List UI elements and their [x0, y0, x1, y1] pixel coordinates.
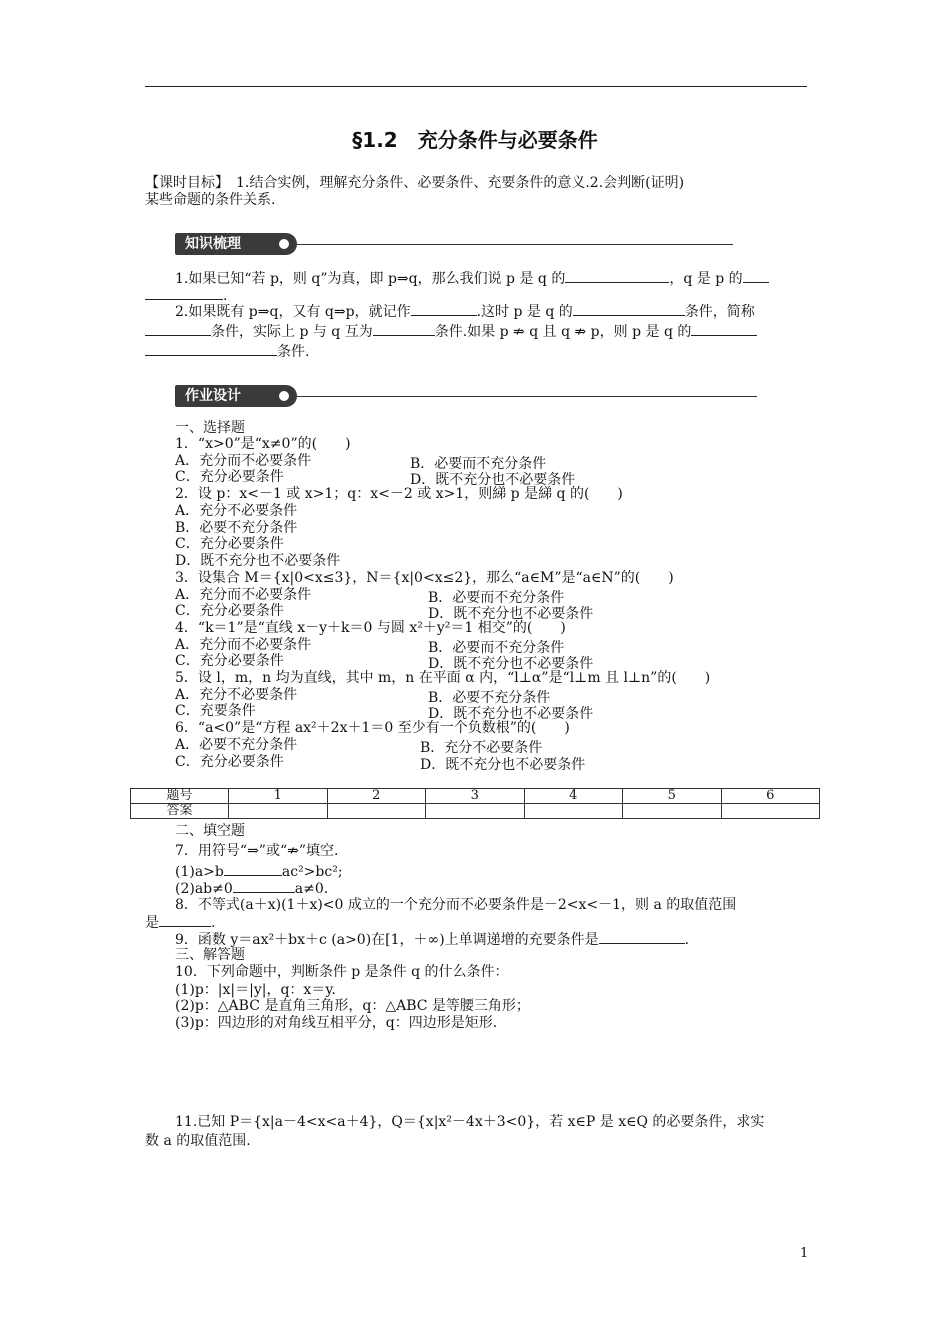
q5-option-a: A．充分不必要条件 [175, 687, 298, 703]
section-rule [297, 396, 757, 397]
table-header-cell: 1 [229, 789, 328, 804]
q7-sub-1: (1)a>b ac²>bc²; [175, 864, 343, 880]
q8-line-1: 8．不等式(a＋x)(1＋x)<0 成立的一个充分而不必要条件是－2<x<－1，则 a 的取值范围 [175, 897, 737, 913]
q9-line: 9．函数 y＝ax²＋bx＋c (a>0)在[1，＋∞)上单调递增的充要条件是 . [175, 932, 690, 948]
part-fill-heading: 二、填空题 [175, 823, 245, 839]
fill-blank [159, 914, 211, 927]
q1-option-a: A．充分而不必要条件 [175, 453, 312, 469]
answer-cell[interactable] [229, 804, 328, 819]
q6-stem: 6．“a<0”是“方程 ax²＋2x＋1＝0 至少有一个负数根”的( ) [175, 720, 570, 736]
page-title: §1.2 充分条件与必要条件 [352, 128, 598, 152]
q1-option-d: D．既不充分也不必要条件 [410, 472, 576, 488]
q6-option-c: C．充分必要条件 [175, 754, 284, 770]
q3-stem: 3．设集合 M＝{x|0<x≤3}，N＝{x|0<x≤2}，那么“a∈M”是“a∈N”的( ) [175, 570, 674, 586]
q5-option-d: D．既不充分也不必要条件 [428, 706, 594, 722]
answer-table-header-row [131, 789, 820, 804]
q10-sub-3: (3)p：四边形的对角线互相平分，q：四边形是矩形. [175, 1015, 498, 1031]
q11-line-1: 11.已知 P＝{x|a－4<x<a＋4}，Q＝{x|x²－4x＋3<0}，若 x∈P 是 x∈Q 的必要条件，求实 [175, 1114, 765, 1130]
fill-blank [599, 931, 685, 944]
fill-blank [743, 270, 769, 283]
header-rule [145, 86, 807, 87]
part-choice-heading: 一、选择题 [175, 420, 245, 436]
q4-option-a: A．充分而不必要条件 [175, 637, 312, 653]
page-number: 1 [800, 1246, 809, 1261]
table-header-cell: 6 [721, 789, 820, 804]
answer-cell[interactable] [426, 804, 525, 819]
q10-sub-2: (2)p：△ABC 是直角三角形，q：△ABC 是等腰三角形； [175, 998, 530, 1014]
q2-option-c: C．充分必要条件 [175, 536, 284, 552]
section-rule [297, 244, 733, 245]
fill-blank [145, 287, 223, 300]
q6-option-d: D．既不充分也不必要条件 [420, 757, 586, 773]
q4-option-b: B．必要而不充分条件 [428, 640, 565, 656]
bullet-dot-icon [279, 391, 289, 401]
fill-blank [373, 323, 435, 336]
fill-blank [145, 343, 277, 356]
goal-line-2: 某些命题的条件关系. [145, 192, 276, 208]
q3-option-b: B．必要而不充分条件 [428, 590, 565, 606]
answer-cell[interactable] [623, 804, 722, 819]
section-label: 作业设计 [175, 385, 297, 407]
q11-line-2: 数 a 的取值范围. [145, 1133, 251, 1149]
q5-option-c: C．充要条件 [175, 703, 256, 719]
fill-blank [565, 270, 669, 283]
q4-option-c: C．充分必要条件 [175, 653, 284, 669]
q10-sub-1: (1)p：|x|＝|y|，q：x＝y. [175, 982, 336, 998]
table-header-cell: 5 [623, 789, 722, 804]
q2-option-a: A．充分不必要条件 [175, 503, 298, 519]
q7-sub-2: (2)ab≠0 a≠0. [175, 881, 329, 897]
table-answer-label: 答案 [131, 804, 229, 819]
q3-option-c: C．充分必要条件 [175, 603, 284, 619]
answer-cell[interactable] [327, 804, 426, 819]
q5-option-b: B．必要不充分条件 [428, 690, 551, 706]
q3-option-a: A．充分而不必要条件 [175, 587, 312, 603]
part-answer-heading: 三、解答题 [175, 947, 245, 963]
q4-option-d: D．既不充分也不必要条件 [428, 656, 594, 672]
bullet-dot-icon [279, 239, 289, 249]
knowledge-item-1-cont: . [145, 287, 810, 305]
q7-stem: 7．用符号“⇒”或“⇏”填空. [175, 843, 339, 859]
q3-option-d: D．既不充分也不必要条件 [428, 606, 594, 622]
q1-stem: 1．“x>0”是“x≠0”的( ) [175, 436, 351, 452]
table-header-cell: 2 [327, 789, 426, 804]
q2-option-d: D．既不充分也不必要条件 [175, 553, 341, 569]
goal-line-1: 【课时目标】 1.结合实例，理解充分条件、必要条件、充要条件的意义.2.会判断(证明) [145, 175, 685, 191]
fill-blank [224, 863, 282, 876]
fill-blank [411, 303, 477, 316]
table-header-cell: 4 [524, 789, 623, 804]
q6-option-a: A．必要不充分条件 [175, 737, 298, 753]
knowledge-item-2-end: 条件. [145, 343, 810, 361]
q5-stem: 5．设 l，m，n 均为直线，其中 m，n 在平面 α 内，“l⊥α”是“l⊥m 且 l⊥n”的( ) [175, 670, 711, 686]
knowledge-item-1: 1.如果已知“若 p，则 q”为真，即 p⇒q，那么我们说 p 是 q 的 ，q 是 p 的 [145, 270, 840, 288]
fill-blank [233, 880, 295, 893]
q2-stem: 2．设 p：x<－1 或 x>1；q：x<－2 或 x>1，则綈 p 是綈 q 的( ) [175, 486, 623, 502]
table-header-label: 题号 [131, 789, 229, 804]
answer-cell[interactable] [721, 804, 820, 819]
q2-option-b: B．必要不充分条件 [175, 520, 298, 536]
answer-table [130, 788, 820, 819]
fill-blank [145, 323, 211, 336]
q8-line-2: 是 . [145, 915, 216, 931]
table-header-cell: 3 [426, 789, 525, 804]
fill-blank [573, 303, 685, 316]
section-label: 知识梳理 [175, 233, 297, 255]
q1-option-b: B．必要而不充分条件 [410, 456, 547, 472]
answer-table-answer-row [131, 804, 820, 819]
q6-option-b: B．充分不必要条件 [420, 740, 543, 756]
knowledge-item-2: 2.如果既有 p⇒q，又有 q⇒p，就记作 .这时 p 是 q 的 条件，简称 [175, 304, 755, 320]
answer-cell[interactable] [524, 804, 623, 819]
q10-stem: 10．下列命题中，判断条件 p 是条件 q 的什么条件： [175, 964, 509, 980]
knowledge-item-2-cont: 条件，实际上 p 与 q 互为 条件.如果 p ⇏ q 且 q ⇏ p，则 p 是 q 的 [145, 323, 810, 341]
fill-blank [691, 323, 757, 336]
q4-stem: 4．“k＝1”是“直线 x－y＋k＝0 与圆 x²＋y²＝1 相交”的( ) [175, 620, 566, 636]
q1-option-c: C．充分必要条件 [175, 469, 284, 485]
